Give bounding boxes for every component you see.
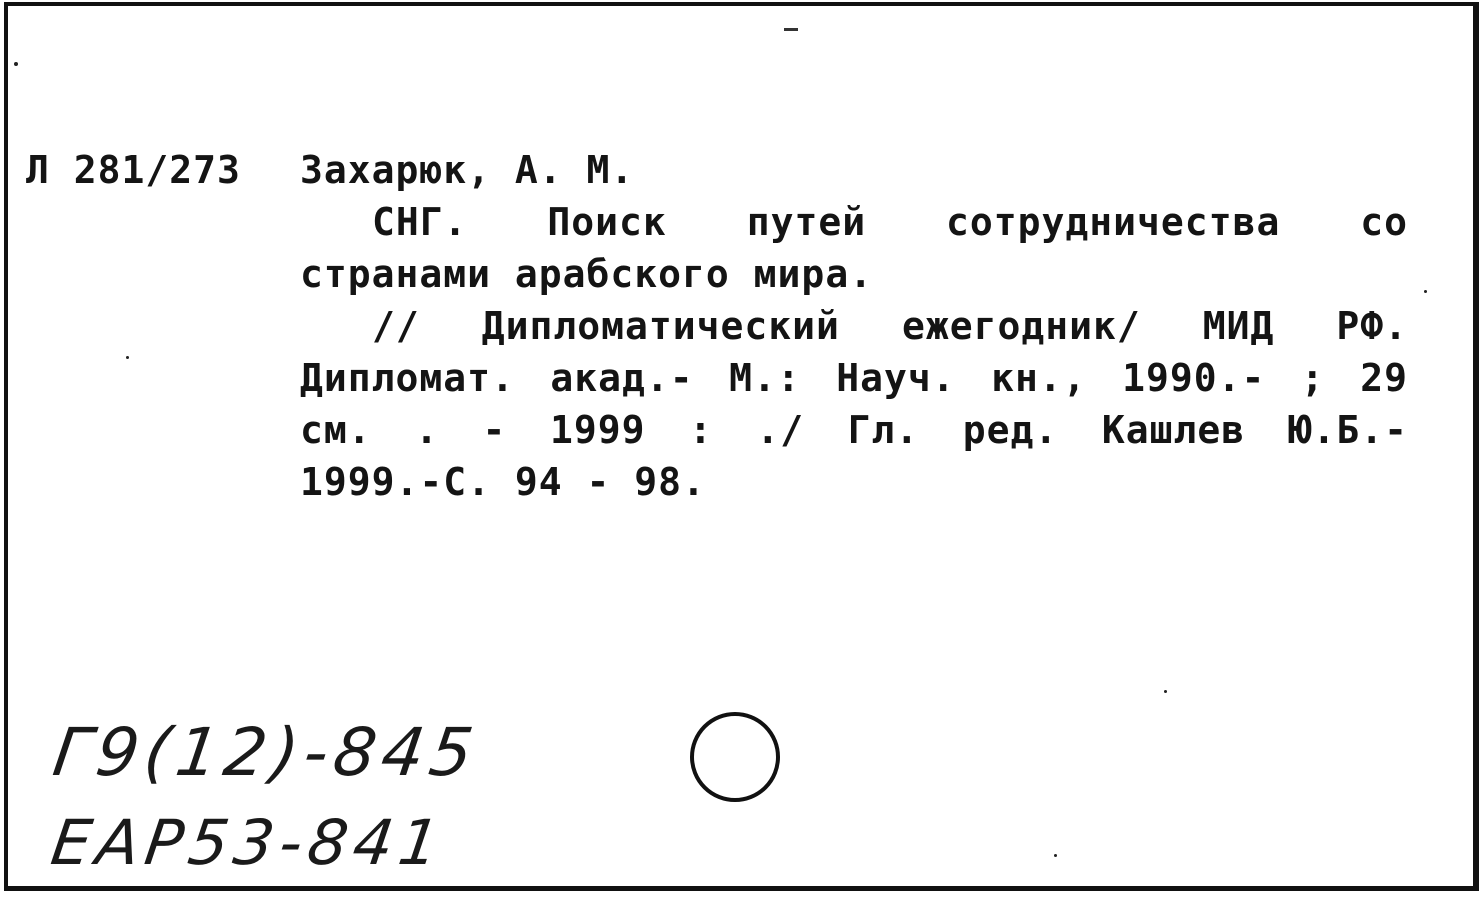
handwritten-classification: Г9(12)-845 bbox=[48, 714, 484, 791]
scan-speck bbox=[14, 62, 18, 66]
shelfmark: Л 281/273 bbox=[26, 148, 241, 192]
description-line: СНГ. Поиск путей сотрудничества со bbox=[372, 200, 1408, 244]
punch-hole bbox=[690, 712, 780, 802]
scan-speck bbox=[126, 356, 129, 359]
handwritten-code: ЕАР53-841 bbox=[46, 806, 450, 879]
description-line: Дипломат. акад.- М.: Науч. кн., 1990.- ; 29 bbox=[300, 356, 1408, 400]
catalog-card bbox=[4, 2, 1479, 891]
author-name: Захарюк, А. М. bbox=[300, 148, 635, 192]
bibliographic-description bbox=[300, 196, 1408, 508]
description-line: см. . - 1999 : ./ Гл. ред. Кашлев Ю.Б.- bbox=[300, 408, 1408, 452]
description-line: странами арабского мира. bbox=[300, 252, 874, 296]
scan-speck bbox=[1164, 690, 1167, 693]
description-line: 1999.-С. 94 - 98. bbox=[300, 460, 706, 504]
scan-speck bbox=[1054, 854, 1057, 857]
description-line: // Дипломатический ежегодник/ МИД РФ. bbox=[372, 304, 1408, 348]
scan-mark bbox=[784, 28, 798, 31]
scan-speck bbox=[1424, 290, 1427, 293]
